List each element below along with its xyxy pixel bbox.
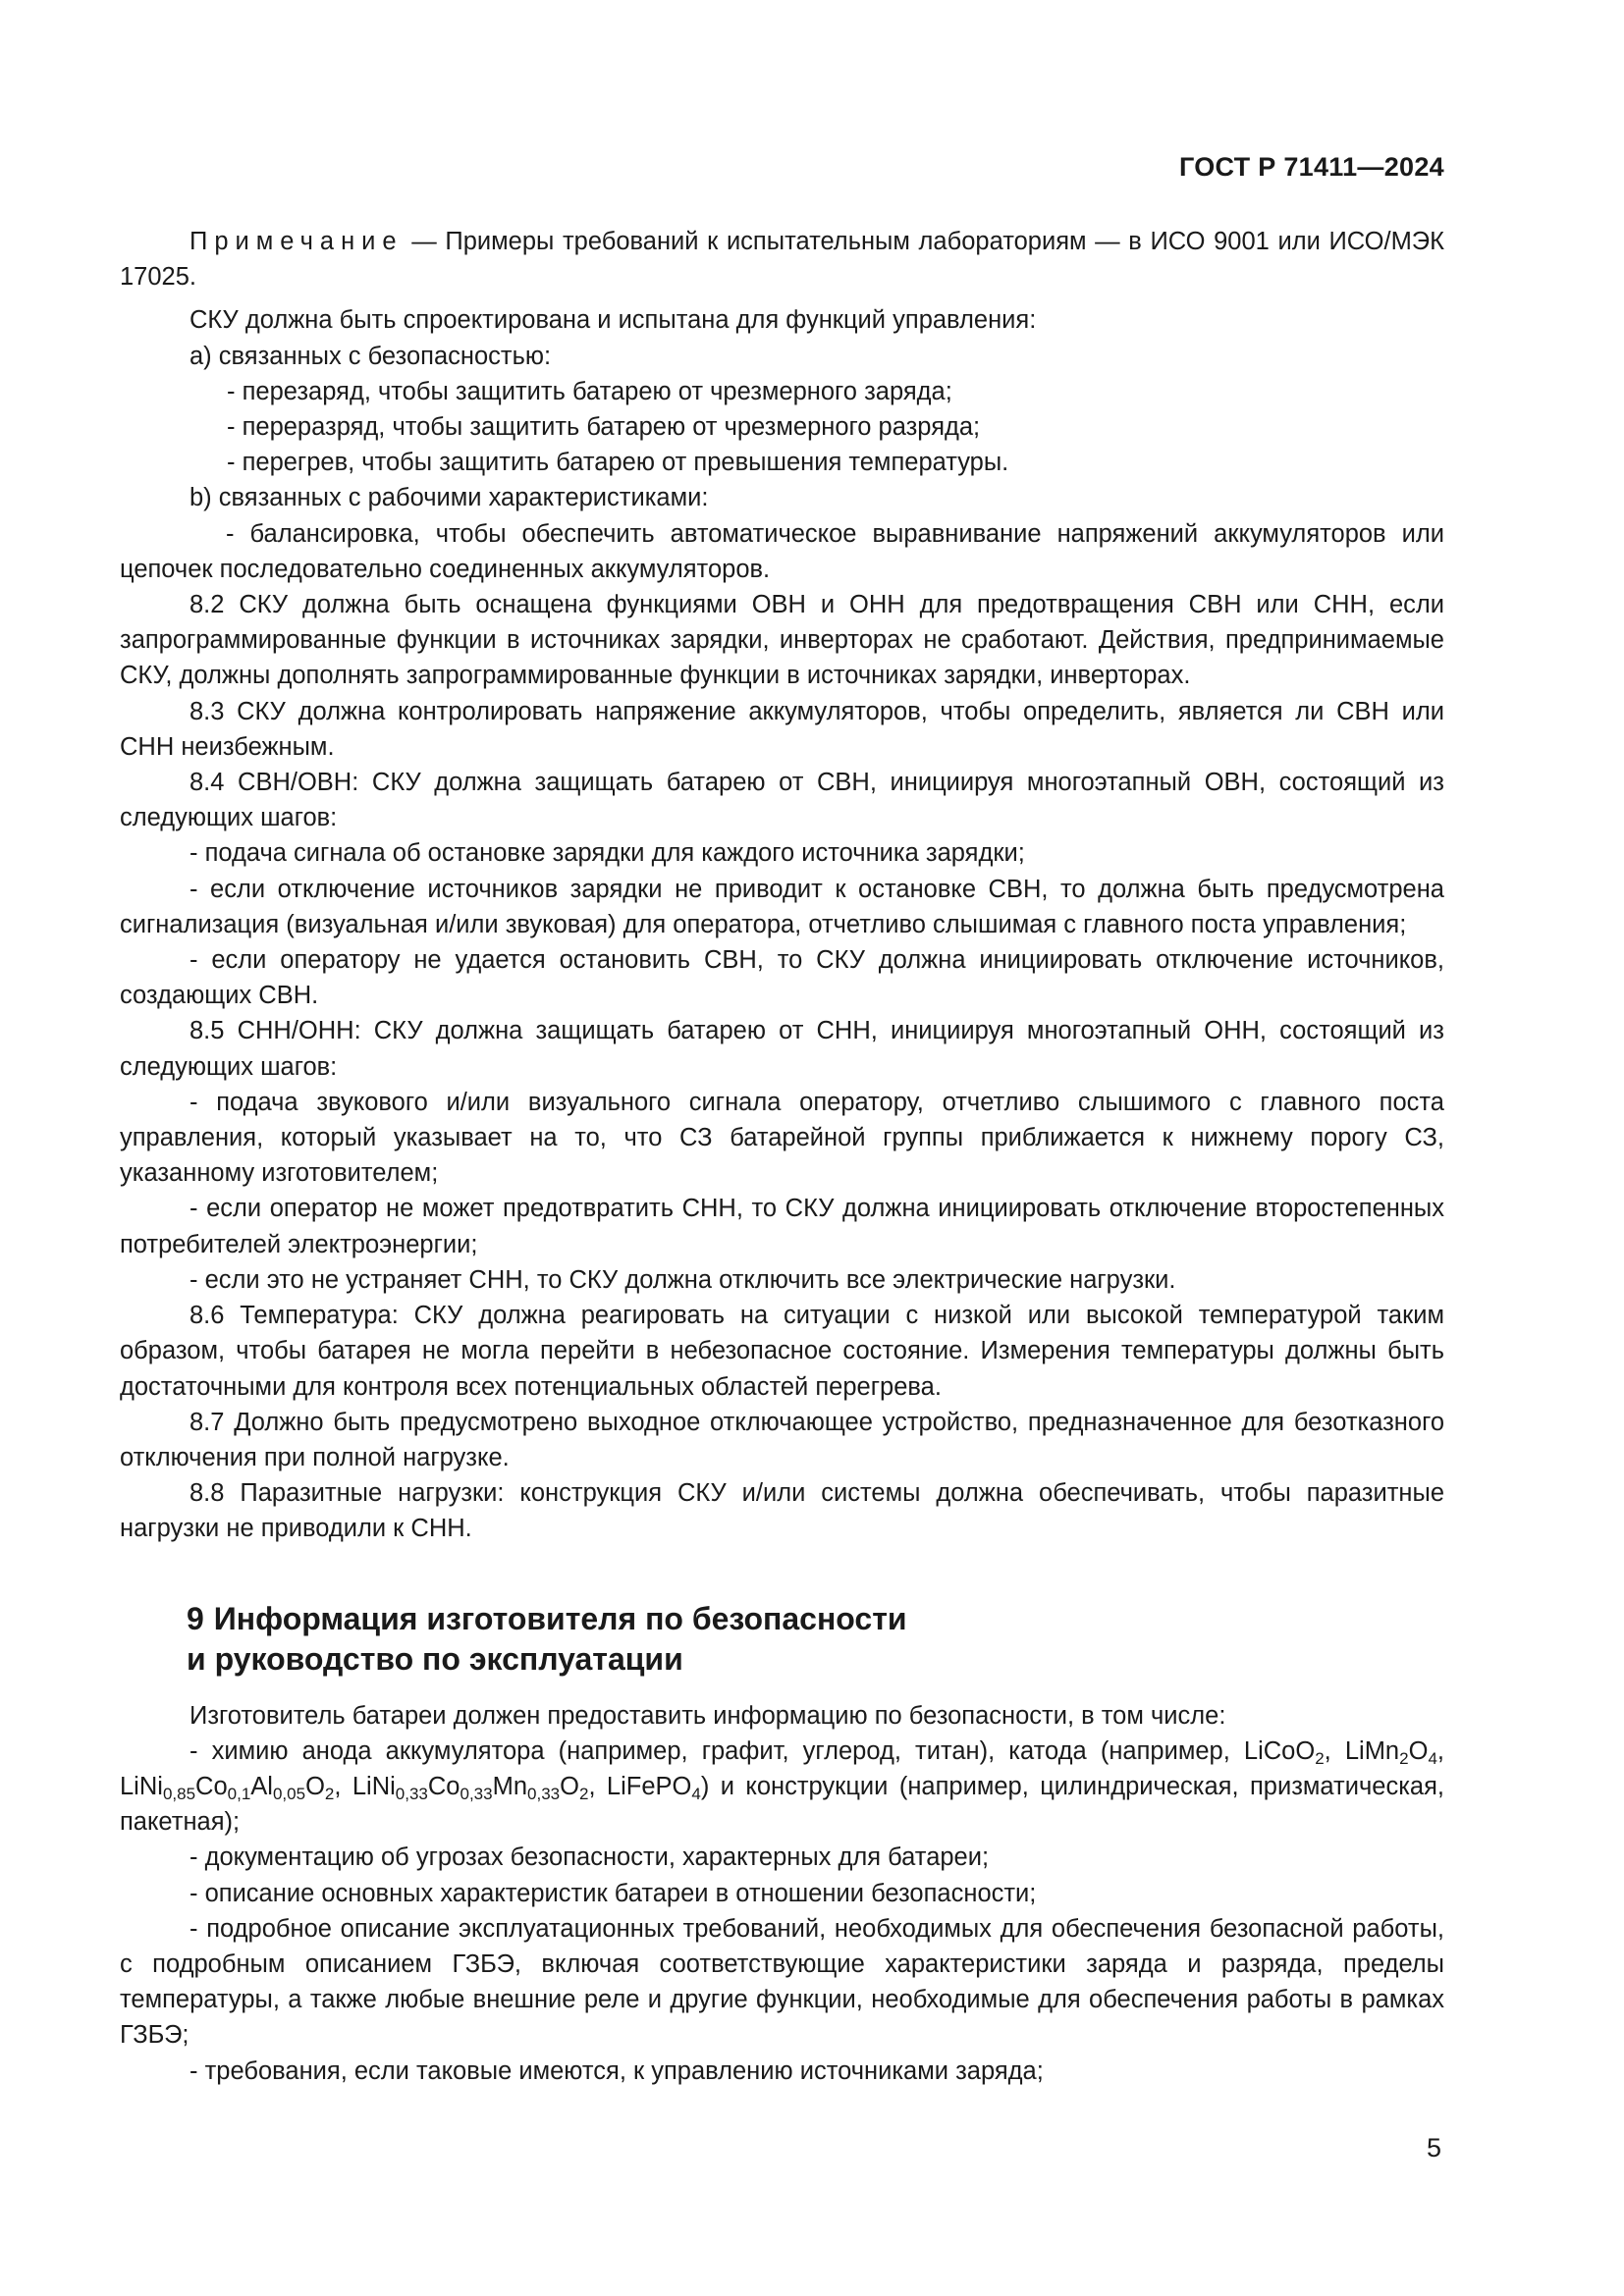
- list-item: - описание основных характеристик батареи в отношении безопасности;: [189, 1879, 1037, 1907]
- section-title-line2: и руководство по эксплуатации: [187, 1640, 683, 1677]
- list-item: - подробное описание эксплуатационных требований, необходимых для обеспечения безопасной работы, с подробным описанием ГЗБЭ, включая соответствующие характеристики заряда и разряда, пределы температуры, а также любые внешние реле и другие функции, необходимые для обеспечения работы в рамках ГЗБЭ;: [120, 1914, 1444, 2050]
- paragraph-8-4: 8.4 СВН/ОВН: СКУ должна защищать батарею от СВН, инициируя многоэтапный ОВН, состоящий из следующих шагов:: [120, 769, 1444, 832]
- document-code: ГОСТ Р 71411—2024: [1178, 152, 1444, 182]
- list-a-label: a) связанных с безопасностью:: [189, 342, 552, 370]
- note: [120, 224, 1444, 294]
- section9-intro: Изготовитель батареи должен предоставить информацию по безопасности, в том числе:: [189, 1701, 1226, 1730]
- list-item: - подача звукового и/или визуального сигнала оператору, отчетливо слышимого с главного поста управления, который указывает на то, что СЗ батарейной группы приближается к нижнему порогу СЗ, указанному изготовителем;: [120, 1088, 1444, 1188]
- list-b-label: b) связанных с рабочими характеристиками:: [189, 484, 709, 512]
- document-body: [120, 224, 1444, 2089]
- paragraph-8-7: 8.7 Должно быть предусмотрено выходное отключающее устройство, предназначенное для безотказного отключения при полной нагрузке.: [120, 1408, 1444, 1471]
- list-a-item: - переразряд, чтобы защитить батарею от чрезмерного разряда;: [227, 413, 981, 442]
- paragraph-8-3: 8.3 СКУ должна контролировать напряжение аккумуляторов, чтобы определить, является ли СВН или СНН неизбежным.: [120, 697, 1444, 761]
- list-item: - если оператору не удается остановить СВН, то СКУ должна инициировать отключение источников, создающих СВН.: [120, 946, 1444, 1010]
- note-label: Примечание: [189, 228, 404, 255]
- list-a-item: - перезаряд, чтобы защитить батарею от чрезмерного заряда;: [227, 377, 952, 405]
- list-item: - если оператор не может предотвратить СНН, то СКУ должна инициировать отключение второстепенных потребителей электроэнергии;: [120, 1195, 1444, 1258]
- section8-intro: СКУ должна быть спроектирована и испытана для функций управления:: [189, 306, 1037, 335]
- list-item: - подача сигнала об остановке зарядки для каждого источника зарядки;: [189, 839, 1025, 868]
- list-item: - если отключение источников зарядки не приводит к остановке СВН, то должна быть предусмотрена сигнализация (визуальная и/или звуковая) для оператора, отчетливо слышимая с главного поста управления;: [120, 875, 1444, 938]
- chemistry-item: - химию анода аккумулятора (например, графит, углерод, титан), катода (например, LiCoO$_2$, $LiMn_2O_4$, $LiNi_{0,85}Co_{0,1}Al_{0,05}O_2$, $LiNi_{0,33}Co_{0,33}Mn_{0,33}O_2$, LiFePO$_4$) и конструкции (например, цилиндрическая, призматическая, пакетная);: [120, 1736, 1444, 1837]
- note-text: — Примеры требований к испытательным лабораториям — в ИСО 9001 или ИСО/МЭК 17025.: [120, 228, 1444, 292]
- list-item: - требования, если таковые имеются, к управлению источниками заряда;: [189, 2056, 1044, 2085]
- list-item: - документацию об угрозах безопасности, характерных для батареи;: [189, 1843, 990, 1872]
- paragraph-8-6: 8.6 Температура: СКУ должна реагировать на ситуации с низкой или высокой температурой таким образом, чтобы батарея не могла перейти в небезопасное состояние. Измерения температуры должны быть достаточными для контроля всех потенциальных областей перегрева.: [120, 1302, 1444, 1401]
- list-b-item: - балансировка, чтобы обеспечить автоматическое выравнивание напряжений аккумуляторов или цепочек последовательно соединенных аккумуляторов.: [120, 519, 1444, 583]
- page-number: 5: [1426, 2133, 1441, 2163]
- paragraph-8-5: 8.5 СНН/ОНН: СКУ должна защищать батарею от СНН, инициируя многоэтапный ОНН, состоящий из следующих шагов:: [120, 1017, 1444, 1081]
- list-item: - если это не устраняет СНН, то СКУ должна отключить все электрические нагрузки.: [189, 1265, 1176, 1294]
- section-number: 9: [187, 1600, 204, 1636]
- paragraph-8-8: 8.8 Паразитные нагрузки: конструкция СКУ и/или системы должна обеспечивать, чтобы паразитные нагрузки не приводили к СНН.: [120, 1479, 1444, 1543]
- paragraph-8-2: 8.2 СКУ должна быть оснащена функциями ОВН и ОНН для предотвращения СВН или СНН, если запрограммированные функции в источниках зарядки, инверторах не сработают. Действия, предпринимаемые СКУ, должны дополнять запрограммированные функции в источниках зарядки, инверторах.: [120, 591, 1444, 690]
- list-a-item: - перегрев, чтобы защитить батарею от превышения температуры.: [227, 449, 1009, 477]
- section-heading: [120, 1599, 1444, 1680]
- section-title-line1: Информация изготовителя по безопасности: [213, 1600, 907, 1636]
